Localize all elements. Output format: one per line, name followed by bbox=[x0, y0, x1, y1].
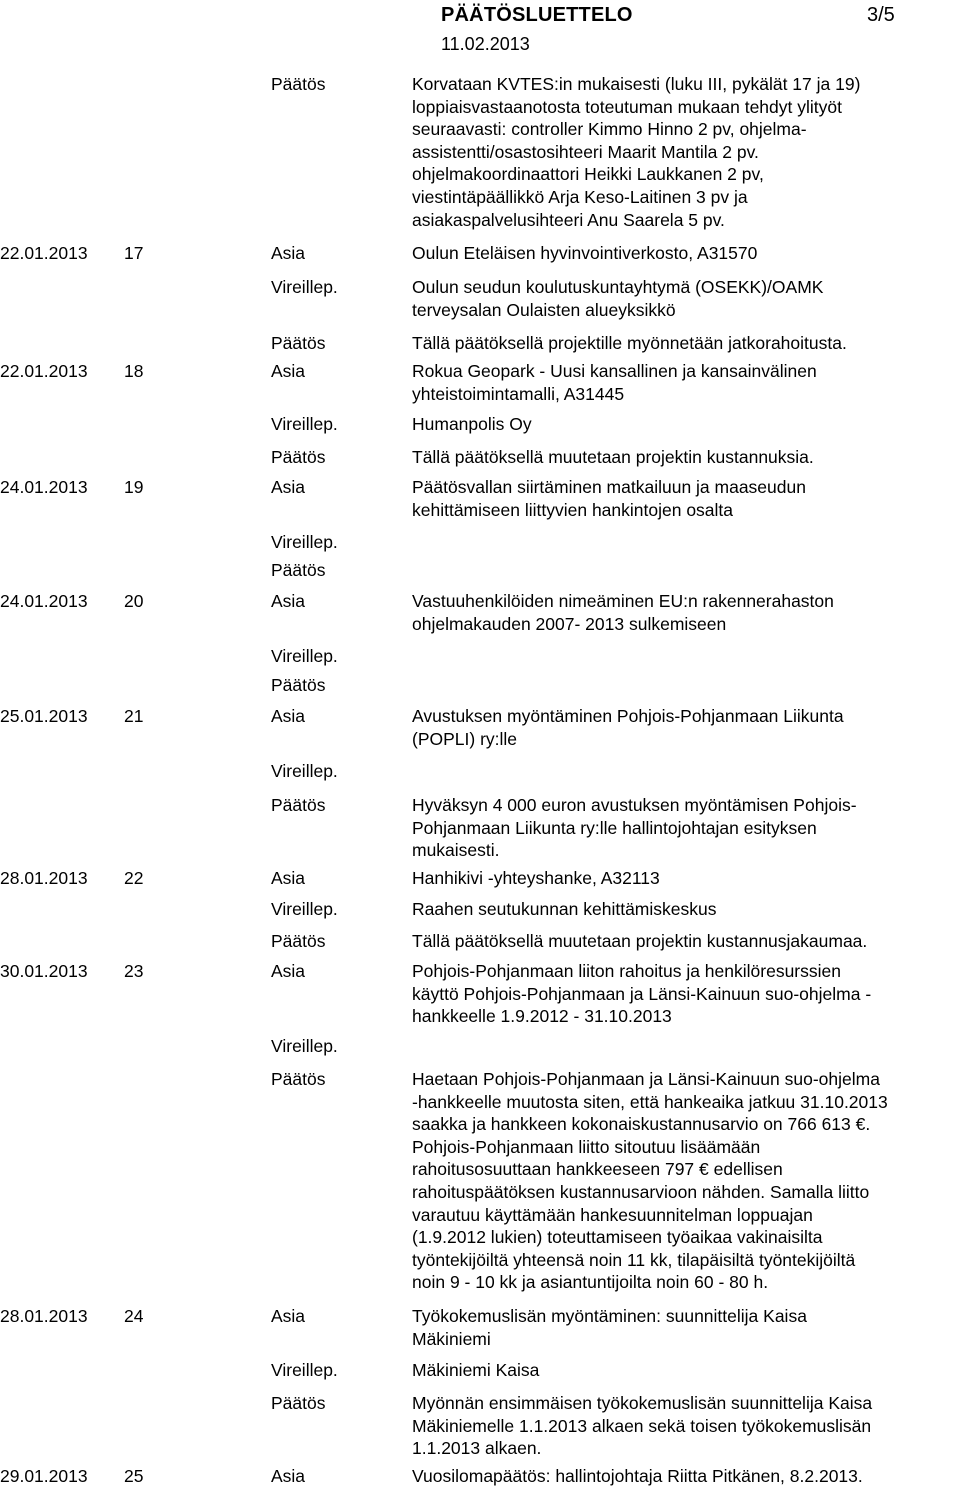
subject-label: Asia bbox=[271, 361, 306, 381]
pending-label: Vireillep. bbox=[271, 1360, 338, 1380]
entry-date: 28.01.2013 bbox=[0, 868, 88, 888]
decision-text: seuraavasti: controller Kimmo Hinno 2 pv, ohjelma- bbox=[412, 119, 807, 140]
document-title: PÄÄTÖSLUETTELO bbox=[441, 4, 633, 26]
decision-label: Päätös bbox=[271, 795, 326, 815]
entry-number: 22 bbox=[124, 868, 144, 888]
decision-text: Haetaan Pohjois-Pohjanmaan ja Länsi-Kainuun suo-ohjelma bbox=[412, 1069, 880, 1089]
subject-text: Hanhikivi -yhteyshanke, A32113 bbox=[412, 868, 660, 888]
subject-text: yhteistoimintamalli, A31445 bbox=[412, 383, 625, 404]
decision-label: Päätös bbox=[271, 931, 326, 951]
entry-number: 20 bbox=[124, 591, 144, 611]
subject-label: Asia bbox=[271, 243, 306, 263]
entry-number: 23 bbox=[124, 961, 144, 981]
entry-date: 25.01.2013 bbox=[0, 706, 88, 726]
pending-text: Raahen seutukunnan kehittämiskeskus bbox=[412, 899, 717, 919]
entry-date: 30.01.2013 bbox=[0, 961, 88, 981]
entry-number: 17 bbox=[124, 243, 144, 263]
pending-text: Oulun seudun koulutuskuntayhtymä (OSEKK)/OAMK bbox=[412, 277, 824, 297]
pending-text: Humanpolis Oy bbox=[412, 414, 532, 434]
decision-text: Korvataan KVTES:in mukaisesti (luku III, pykälät 17 ja 19) bbox=[412, 74, 861, 94]
subject-text: kehittämiseen liittyvien hankintojen osalta bbox=[412, 499, 734, 520]
subject-label: Asia bbox=[271, 591, 306, 611]
decision-text: (1.9.2012 lukien) toteuttamiseen työaikaa vakinaisilta bbox=[412, 1227, 823, 1248]
entry-date: 28.01.2013 bbox=[0, 1306, 88, 1326]
subject-text: Pohjois-Pohjanmaan liiton rahoitus ja henkilöresurssien bbox=[412, 961, 841, 981]
subject-label: Asia bbox=[271, 477, 306, 497]
subject-text: (POPLI) ry:lle bbox=[412, 728, 518, 749]
entry-date: 22.01.2013 bbox=[0, 361, 88, 381]
subject-label: Asia bbox=[271, 706, 306, 726]
decision-label: Päätös bbox=[271, 74, 326, 94]
entry-number: 25 bbox=[124, 1466, 144, 1486]
subject-text: käyttö Pohjois-Pohjanmaan ja Länsi-Kainuun suo-ohjelma - bbox=[412, 983, 872, 1004]
pending-label: Vireillep. bbox=[271, 761, 338, 781]
decision-text: rahoitusosuuttaan hankkeeseen 797 € edellisen bbox=[412, 1159, 783, 1180]
subject-text: Vuosilomapäätös: hallintojohtaja Riitta Pitkänen, 8.2.2013. bbox=[412, 1466, 863, 1486]
entry-date: 29.01.2013 bbox=[0, 1466, 88, 1486]
decision-text: Hyväksyn 4 000 euron avustuksen myöntämisen Pohjois- bbox=[412, 795, 857, 815]
subject-label: Asia bbox=[271, 868, 306, 888]
document-date: 11.02.2013 bbox=[441, 34, 530, 54]
entry-date: 22.01.2013 bbox=[0, 243, 88, 263]
subject-text: Rokua Geopark - Uusi kansallinen ja kansainvälinen bbox=[412, 361, 817, 381]
pending-label: Vireillep. bbox=[271, 899, 338, 919]
subject-text: Avustuksen myöntäminen Pohjois-Pohjanmaan Liikunta bbox=[412, 706, 844, 726]
decision-label: Päätös bbox=[271, 1069, 326, 1089]
subject-label: Asia bbox=[271, 1466, 306, 1486]
entry-date: 24.01.2013 bbox=[0, 477, 88, 497]
decision-text: assistentti/osastosihteeri Maarit Mantila 2 pv. bbox=[412, 141, 759, 162]
pending-text: Mäkiniemi Kaisa bbox=[412, 1360, 540, 1380]
entry-number: 21 bbox=[124, 706, 144, 726]
decision-text: loppiaisvastaanotosta toteutuman mukaan tehdyt ylityöt bbox=[412, 96, 842, 117]
subject-label: Asia bbox=[271, 961, 306, 981]
decision-label: Päätös bbox=[271, 447, 326, 467]
decision-text: Tällä päätöksellä muutetaan projektin kustannuksia. bbox=[412, 447, 814, 467]
pending-label: Vireillep. bbox=[271, 532, 338, 552]
subject-text: hankkeelle 1.9.2012 - 31.10.2013 bbox=[412, 1006, 672, 1027]
decision-text: -hankkeelle muutosta siten, että hankeaika jatkuu 31.10.2013 bbox=[412, 1091, 888, 1112]
subject-text: Päätösvallan siirtäminen matkailuun ja maaseudun bbox=[412, 477, 806, 497]
decision-text: Pohjois-Pohjanmaan liitto sitoutuu lisäämään bbox=[412, 1136, 761, 1157]
pending-label: Vireillep. bbox=[271, 414, 338, 434]
subject-text: Vastuuhenkilöiden nimeäminen EU:n rakennerahaston bbox=[412, 591, 834, 611]
decision-text: Pohjanmaan Liikunta ry:lle hallintojohtajan esityksen bbox=[412, 817, 817, 838]
decision-text: ohjelmakoordinaattori Heikki Laukkanen 2 pv, bbox=[412, 164, 764, 185]
decision-text: rahoituspäätöksen kustannusarvioon nähden. Samalla liitto bbox=[412, 1182, 870, 1202]
subject-label: Asia bbox=[271, 1306, 306, 1326]
decision-text: noin 9 - 10 kk ja asiantuntijoilta noin 60 - 80 h. bbox=[412, 1272, 769, 1293]
decision-label: Päätös bbox=[271, 333, 326, 353]
pending-label: Vireillep. bbox=[271, 1036, 338, 1056]
decision-text: Myönnän ensimmäisen työkokemuslisän suunnittelija Kaisa bbox=[412, 1393, 873, 1413]
subject-text: Työkokemuslisän myöntäminen: suunnittelija Kaisa bbox=[412, 1306, 807, 1326]
decision-text: varautuu käyttämään hankesuunnitelman loppuajan bbox=[412, 1204, 813, 1225]
pending-text: terveysalan Oulaisten alueyksikkö bbox=[412, 299, 676, 320]
decision-label: Päätös bbox=[271, 560, 326, 580]
decision-label: Päätös bbox=[271, 1393, 326, 1413]
subject-text: Mäkiniemi bbox=[412, 1328, 491, 1349]
pending-label: Vireillep. bbox=[271, 277, 338, 297]
subject-text: ohjelmakauden 2007- 2013 sulkemiseen bbox=[412, 613, 727, 634]
decision-text: Mäkiniemelle 1.1.2013 alkaen sekä toisen työkokemuslisän bbox=[412, 1415, 872, 1436]
subject-text: Oulun Eteläisen hyvinvointiverkosto, A31570 bbox=[412, 243, 758, 263]
decision-text: mukaisesti. bbox=[412, 840, 500, 861]
entry-number: 18 bbox=[124, 361, 144, 381]
decision-text: viestintäpäällikkö Arja Keso-Laitinen 3 pv ja bbox=[412, 187, 748, 207]
decision-text: Tällä päätöksellä muutetaan projektin kustannusjakaumaa. bbox=[412, 931, 868, 951]
pending-label: Vireillep. bbox=[271, 646, 338, 666]
entry-number: 24 bbox=[124, 1306, 144, 1326]
page-number: 3/5 bbox=[867, 4, 895, 26]
decision-text: asiakaspalvelusihteeri Anu Saarela 5 pv. bbox=[412, 209, 725, 230]
decision-text: Tällä päätöksellä projektille myönnetään jatkorahoitusta. bbox=[412, 333, 847, 353]
entry-date: 24.01.2013 bbox=[0, 591, 88, 611]
decision-text: työntekijöiltä yhteensä noin 11 kk, tilapäisiltä työntekijöiltä bbox=[412, 1249, 856, 1270]
decision-text: 1.1.2013 alkaen. bbox=[412, 1438, 542, 1459]
entry-number: 19 bbox=[124, 477, 144, 497]
decision-label: Päätös bbox=[271, 675, 326, 695]
decision-text: saakka ja hankkeen kokonaiskustannusarvio on 766 613 €. bbox=[412, 1114, 871, 1135]
